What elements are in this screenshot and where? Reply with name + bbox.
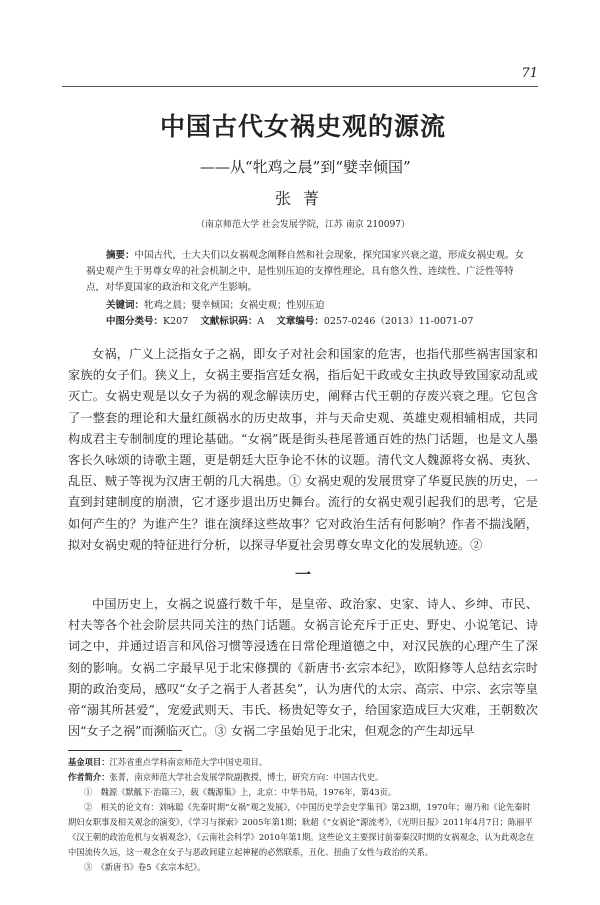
header-rule	[62, 86, 538, 87]
author-name: 张菁	[274, 189, 331, 208]
fund-note	[68, 755, 538, 770]
section-one	[68, 594, 538, 742]
author-bio-label: 作者简介：	[68, 772, 110, 783]
abstract-text: 中国古代，士大夫们以女祸观念阐释自然和社会现象，探究国家兴衰之道，形成女祸史观。女祸史观产生于男尊女卑的社会机制之中，是性别压迫的支撑性理论，具有悠久性、连续性、广泛性等特点，对华夏国家的政治和文化产生影响。	[86, 250, 525, 293]
cls-label: 中图分类号：	[106, 316, 164, 327]
abstract-label: 摘要：	[106, 250, 135, 261]
fund-label: 基金项目：	[68, 757, 110, 768]
footnote-3: ③ 《新唐书》卷5《玄宗本纪》。	[84, 862, 206, 873]
article-subtitle: ——从“牝鸡之晨”到“嬖幸倾国”	[200, 158, 411, 176]
art-value: 0257-0246（2013）11-0071-07	[323, 316, 474, 327]
abstract	[86, 248, 525, 296]
section-one-paragraph: 中国历史上，女祸之说盛行数千年，是皇帝、政治家、史家、诗人、乡绅、市民、村夫等各个社会阶层共同关注的热门话题。女祸言论充斥于正史、野史、小说笔记、诗词之中，并通过语言和风俗习惯等浸透在日常伦理道德之中，对汉民族的心理产生了深刻的影响。女祸二字最早见于北宋修撰的《新唐书·玄宗本纪》，欧阳修等人总结玄宗时期的政治变局，感叹“女子之祸于人者甚矣”，认为唐代的太宗、高宗、中宗、玄宗等皇帝“溺其所甚爱”，宠爱武则天、韦氏、杨贵妃等女子，给国家造成巨大灾难，王朝数次因“女子之祸”而濒临灭亡。③ 女祸二字虽始见于北宋，但观念的产生却远早	[68, 597, 538, 739]
classification	[106, 314, 525, 330]
footnote-2: ② 相关的论文有：刘咏聪《先秦时期“女祸”观之发展》，《中国历史学会史学集刊》第23期，1970年；谢乃和《论先秦时期妇女职事及相关观念的演变》，《学习与探索》2005年第1期；耿超《“女祸论”源流考》，《光明日报》2011年4月7日；陈丽平《汉王朝的政治危机与女祸观念》，《云南社会科学》2010年第1期。这些论文主要探讨前秦秦汉时期的女祸观念，认为此观念在中国流传久远，这一观念在女子与恶政间建立起神秘的必然联系，丑化、扭曲了女性与政治的关系。	[68, 802, 535, 858]
cls-value: K207	[163, 316, 189, 327]
art-label: 文章编号：	[276, 316, 324, 327]
footnote-1: ① 魏源《默觚下·治篇三》，载《魏源集》上，北京：中华书局，1976年，第43页。	[84, 787, 397, 798]
footnote-rule	[68, 750, 182, 751]
keywords-label: 关键词：	[106, 300, 145, 311]
keywords	[106, 298, 525, 314]
intro-section	[68, 344, 538, 556]
intro-paragraph: 女祸，广义上泛指女子之祸，即女子对社会和国家的危害，也指代那些祸害国家和家族的女子们。狭义上，女祸主要指宫廷女祸，指后妃干政或女主执政导致国家动乱或灭亡。女祸史观是以女子为祸的观念解读历史，阐释古代王朝的存废兴衰之理。它包含了一整套的理论和大量红颜祸水的历史故事，并与天命史观、英雄史观相辅相成，共同构成君主专制制度的理论基础。“女祸”既是街头巷尾普通百姓的热门话题，也是文人墨客长久咏颂的诗歌主题，更是朝廷大臣争论不休的议题。清代文人魏源将女祸、夷狄、乱臣、贼子等视为汉唐王朝的几大祸患。① 女祸史观的发展贯穿了华夏民族的历史，一直到封建制度的崩溃，它才逐步退出历史舞台。流行的女祸史观引起我们的思考，它是如何产生的？为谁产生？谁在演绎这些故事？它对政治生活有何影响？作者不揣浅陋，拟对女祸史观的特征进行分析，以探寻华夏社会男尊女卑文化的发展轨迹。②	[68, 347, 538, 552]
abstract-block	[86, 248, 525, 330]
fund-text: 江苏省重点学科南京师范大学中国史项目。	[109, 757, 268, 768]
footnotes	[68, 755, 538, 875]
author-affiliation: （南京师范大学 社会发展学院，江苏 南京 210097）	[196, 220, 410, 230]
page-number: 71	[521, 66, 538, 81]
section-heading: 一	[294, 565, 311, 585]
author-bio-text: 张菁，南京师范大学社会发展学院副教授，博士，研究方向：中国古代史。	[109, 772, 384, 783]
article-title: 中国古代女祸史观的源流	[159, 112, 446, 141]
doc-label: 文献标识码：	[200, 316, 258, 327]
author-note	[68, 770, 538, 785]
keywords-text: 牝鸡之晨；嬖幸倾国；女祸史观；性别压迫	[144, 300, 325, 311]
doc-value: A	[257, 316, 265, 327]
